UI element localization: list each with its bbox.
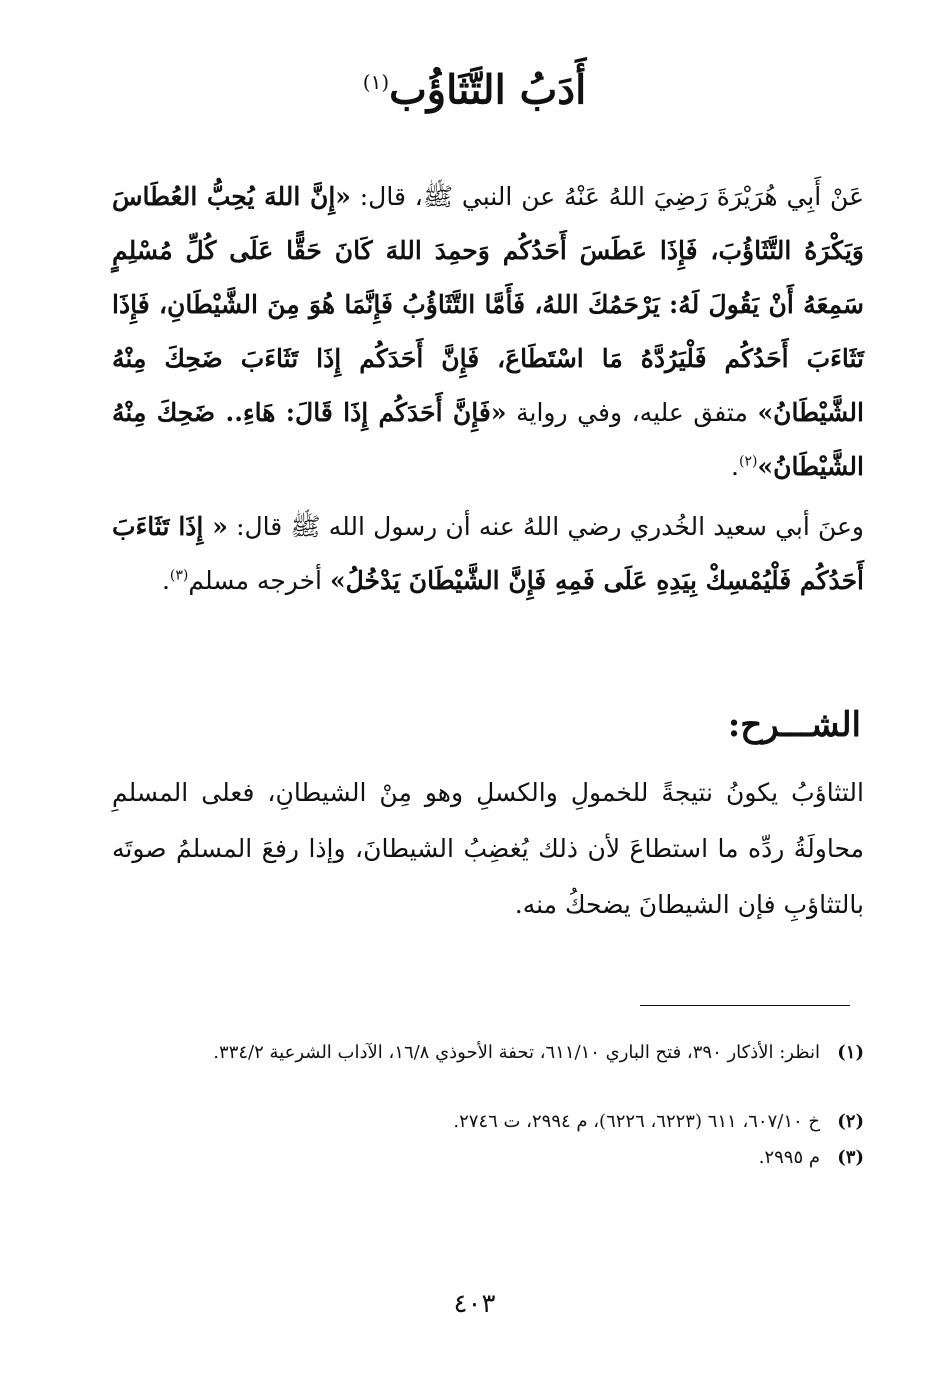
footnote-2-number: (٢) — [837, 1111, 864, 1132]
hadith-1-variant: «فَإِنَّ أَحَدَكُم إِذَا قَالَ: هَاءِ.. ضَحِكَ مِنْهُ الشَّيْطَانُ» — [112, 398, 864, 481]
hadith-abu-said — [112, 500, 864, 608]
footnote-2-text: خ ٦٠٧/١٠، ٦١١ (٦٢٢٣، ٦٢٢٦)، م ٢٩٩٤، ت ٢٧٤٦. — [453, 1111, 820, 1132]
hadith-abu-hurayra — [112, 170, 864, 494]
hadith-1-intro: عَنْ أَبِي هُرَيْرَةَ رَضِيَ اللهُ عَنْهُ عن النبي ﷺ، قال: — [350, 182, 864, 211]
footnote-1-number: (١) — [837, 1042, 864, 1063]
hadith-2-footnote-ref: (٣) — [169, 567, 189, 584]
hadith-1-text: «إِنَّ اللهَ يُحِبُّ العُطَاسَ وَيَكْرَهُ التَّثَاؤُبَ، فَإِذَا عَطَسَ أَحَدُكُم وَحمِدَ اللهَ كَانَ حَقًّا عَلَى كُلِّ مُسْلِمٍ سَمِعَهُ أَنْ يَقُولَ لَهُ: يَرْحَمُكَ اللهُ، فَأَمَّا التَّثَاؤُبُ فَإِنَّمَا هُوَ مِنَ الشَّيْطَانِ، فَإِذَا تَثَاءَبَ أَحَدُكُم فَلْيَرُدَّهُ مَا اسْتَطَاعَ، فَإِنَّ أَحَدَكُم إِذَا تَثَاءَبَ ضَحِكَ مِنْهُ الشَّيْطَانُ» — [112, 182, 864, 427]
hadith-1-footnote-ref: (٢) — [739, 453, 758, 470]
hadith-2-intro: وعنَ أبي سعيد الخُدري رضي اللهُ عنه أن رسول الله ﷺ قال: — [227, 512, 864, 541]
sharh-heading: الشـــرح: — [727, 705, 861, 745]
hadith-2-source: أخرجه مسلم — [188, 566, 330, 595]
chapter-title-text: أَدَبُ التَّثَاؤُب — [389, 66, 587, 114]
hadith-2-text: « إِذَا تَثَاءَبَ أَحَدُكُم فَلْيُمْسِكْ بِيَدِهِ عَلَى فَمِهِ فَإِنَّ الشَّيْطَانَ يَدْخُلُ» — [112, 512, 864, 595]
title-footnote-ref: (١) — [362, 70, 390, 94]
footnote-2 — [112, 1105, 864, 1139]
chapter-title — [0, 52, 949, 120]
page-number: ٤٠٣ — [453, 1289, 496, 1319]
hadith-2-end: . — [161, 566, 170, 595]
sharh-text: التثاؤبُ يكونُ نتيجةً للخمولِ والكسلِ وهو مِنْ الشيطانِ، فعلى المسلمِ محاولَةُ ردِّه ما استطاعَ لأن ذلك يُغضِبُ الشيطانَ، وإذا رفعَ المسلمُ صوتَه بالتثاؤبِ فإن الشيطانَ يضحكُ منه. — [112, 778, 864, 919]
footnote-3-number: (٣) — [837, 1147, 864, 1168]
footnote-3-text: م ٢٩٩٥. — [758, 1147, 820, 1168]
footnote-divider — [640, 1005, 850, 1006]
footnote-1-text: انظر: الأذكار ٣٩٠، فتح الباري ٦١١/١٠، تحفة الأحوذي ١٦/٨، الآداب الشرعية ٣٣٤/٢. — [213, 1042, 820, 1063]
hadith-1-end: . — [731, 452, 739, 481]
footnote-3 — [112, 1141, 864, 1175]
footnote-1 — [112, 1036, 864, 1070]
hadith-1-source: متفق عليه، وفي رواية — [506, 398, 758, 427]
